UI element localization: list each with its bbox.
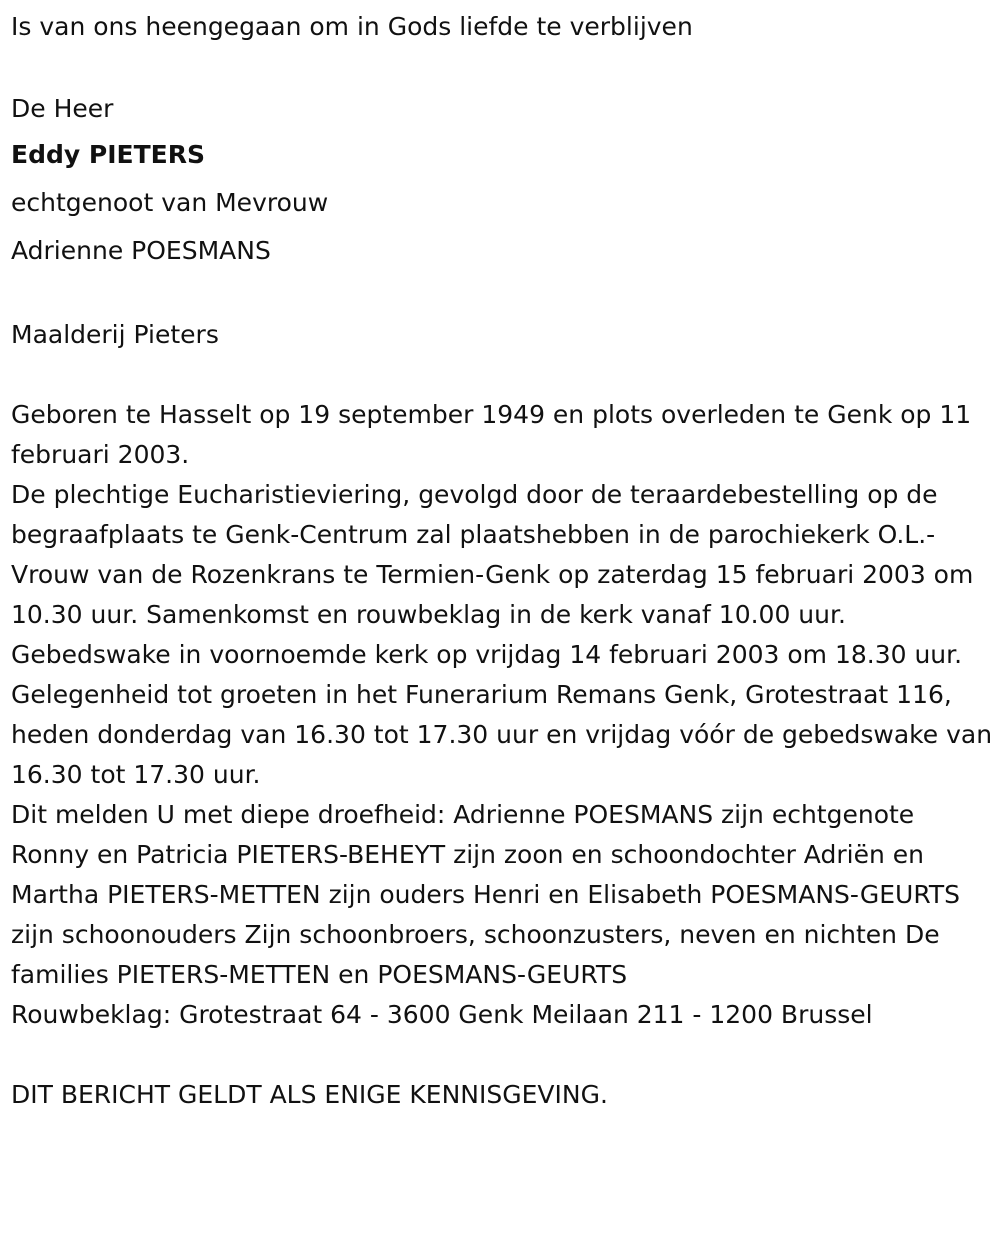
- condolence-address: Rouwbeklag: Grotestraat 64 - 3600 Genk Meilaan 211 - 1200 Brussel: [11, 1000, 873, 1029]
- honorific: De Heer: [11, 94, 114, 123]
- deceased-name: Eddy PIETERS: [11, 140, 205, 169]
- spouse-intro: echtgenoot van Mevrouw: [11, 188, 329, 217]
- family-paragraph: Dit melden U met diepe droefheid: Adrienne POESMANS zijn echtgenote Ronny en Patricia PIETERS-BEHEYT zijn zoon en schoondochter Adriën en Martha PIETERS-METTEN zijn ouders Henri en Elisabeth POESMANS-GEURTS zijn schoonouders Zijn schoonbroers, schoonzusters, neven en nichten De families PIETERS-METTEN en POESMANS-GEURTS: [11, 800, 961, 989]
- ceremony-paragraph: De plechtige Eucharistieviering, gevolgd door de teraardebestelling op de begraafplaats te Genk-Centrum zal plaatshebben in de parochiekerk O.L.- Vrouw van de Rozenkrans te Termien-Genk op zaterdag 15 februari 2003 om 10.30 uur. Samenkomst en rouwbeklag in de kerk vanaf 10.00 uur. Gebedswake in voornoemde kerk op vrijdag 14 februari 2003 om 18.30 uur. Gelegenheid tot groeten in het Funerarium Remans Genk, Grotestraat 116, heden donderdag van 16.30 tot 17.30 uur en vrijdag vóór de gebedswake van 16.30 tot 17.30 uur.: [11, 480, 993, 789]
- business-name: Maalderij Pieters: [11, 320, 219, 349]
- closing-statement: DIT BERICHT GELDT ALS ENIGE KENNISGEVING.: [11, 1080, 608, 1109]
- intro-text: Is van ons heengegaan om in Gods liefde te verblijven: [11, 12, 693, 41]
- birth-death-paragraph: Geboren te Hasselt op 19 september 1949 en plots overleden te Genk op 11 februari 2003.: [11, 400, 972, 469]
- spouse-name: Adrienne POESMANS: [11, 236, 271, 265]
